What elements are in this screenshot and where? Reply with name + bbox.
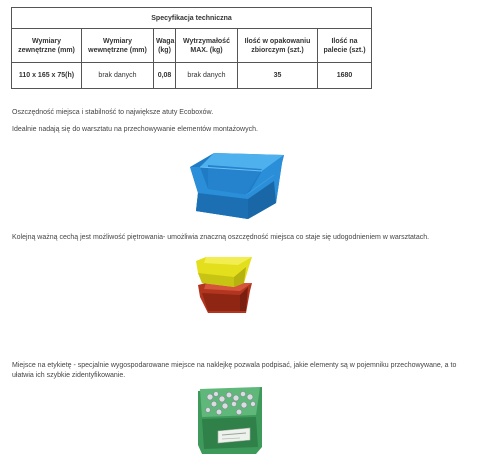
header-inner-dims: Wymiary wewnętrzne (mm) (82, 29, 154, 63)
header-outer-dims: Wymiary zewnętrzne (mm) (12, 29, 82, 63)
spec-value-row (12, 63, 372, 89)
header-bulk-qty: Ilość w opakowaniu zbiorczym (szt.) (238, 29, 318, 63)
paragraph-space-saving: Oszczędność miejsca i stabilność to największe atuty Ecoboxów. (12, 109, 214, 116)
value-outer-dims: 110 x 165 x 75(h) (12, 63, 82, 89)
green-bin-image (196, 385, 264, 454)
value-inner-dims: brak danych (82, 63, 154, 89)
spec-table (11, 7, 372, 89)
paragraph-workshop: Idealnie nadają się do warsztatu na przechowywanie elementów montażowych. (12, 126, 258, 133)
blue-bin-image (186, 145, 288, 223)
spec-title: Specyfikacja techniczna (12, 8, 372, 29)
stacked-bins-image (194, 255, 254, 315)
value-pallet-qty: 1680 (318, 63, 372, 89)
header-pallet-qty: Ilość na palecie (szt.) (318, 29, 372, 63)
paragraph-label-space: Miejsce na etykietę - specjalnie wygospodarowane miejsce na naklejkę pozwala podpisać, jakie elementy są w pojemniku przechowywane, a to ułatwia ich szybkie zidentyfikowanie. (12, 362, 457, 379)
paragraph-stacking: Kolejną ważną cechą jest możliwość piętrowania- umożliwia znaczną oszczędność miejsca co staje się udogodnieniem w warsztatach. (12, 234, 430, 241)
spec-header-row (12, 29, 372, 63)
value-max-load: brak danych (176, 63, 238, 89)
header-weight: Waga (kg) (154, 29, 176, 63)
spec-title-row (12, 8, 372, 29)
value-weight: 0,08 (154, 63, 176, 89)
value-bulk-qty: 35 (238, 63, 318, 89)
header-max-load: Wytrzymałość MAX. (kg) (176, 29, 238, 63)
